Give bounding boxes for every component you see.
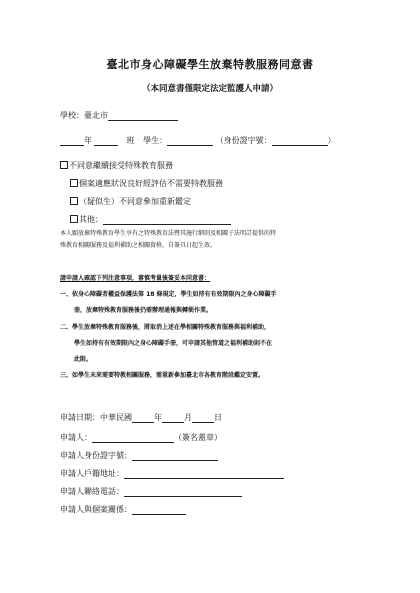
form-title: 臺北市身心障礙學生放棄特教服務同意書	[106, 58, 314, 71]
option-row-4	[70, 214, 231, 225]
applicant-id-field[interactable]	[132, 451, 218, 461]
notice-heading: 請申請人確認下列注意事項，審慎考量後簽妥本同意書：	[60, 275, 211, 282]
applicant-id-label: 申請人身份證字號：	[60, 451, 132, 460]
id-close: ）	[327, 136, 336, 145]
option-4-checkbox[interactable]	[70, 215, 78, 223]
school-field[interactable]	[108, 111, 178, 121]
option-1-label: 不同意繼續接受特殊教育服務	[69, 161, 173, 170]
student-line	[60, 135, 336, 146]
address-label: 申請人戶籍地址：	[60, 469, 124, 478]
applicant-name-field[interactable]	[92, 433, 174, 443]
option-4-label: 其他：	[79, 215, 103, 224]
id-number-field[interactable]	[272, 136, 328, 146]
applicant-label: 申請人：	[60, 433, 92, 442]
relation-line	[60, 504, 186, 515]
sign-day-field[interactable]	[192, 413, 214, 423]
applicant-note: （簽名蓋章）	[174, 433, 222, 442]
address-line	[60, 468, 284, 479]
student-label: 學生：	[143, 136, 168, 145]
option-row-1	[60, 160, 173, 171]
applicant-id-line	[60, 450, 218, 461]
note-3-line-1: 三、如學生未來需要特教相關服務，需重新參加臺北市各教育階段鑑定安置。	[60, 372, 265, 379]
phone-field[interactable]	[124, 487, 242, 497]
sign-year-label: 年	[154, 413, 162, 422]
note-1-line-1: 一、依身心障礙者權益保護法第 18 條規定，學生如持有有效期限內之身心障礙手	[60, 291, 277, 298]
sign-month-field[interactable]	[162, 413, 184, 423]
sign-date-line	[60, 412, 222, 423]
option-row-3	[70, 196, 191, 207]
student-name-field[interactable]	[167, 136, 213, 146]
relation-field[interactable]	[132, 505, 186, 515]
phone-line	[60, 486, 242, 497]
statement-line-1: 本人願放棄特殊教育學生享有之特殊教育法暨其施行細則及相關子法明訂提供的特	[60, 230, 277, 237]
class-field[interactable]	[94, 136, 118, 146]
note-2-line-2: 學生如持有有效期限內之身心障礙手冊，可申請其他管道之福利補助則不在	[74, 340, 273, 347]
option-2-checkbox[interactable]	[70, 179, 78, 187]
sign-date-label: 申請日期：中華民國	[60, 413, 132, 422]
option-3-checkbox[interactable]	[70, 197, 78, 205]
school-label: 學校：臺北市	[60, 111, 108, 120]
grade-year-field[interactable]	[60, 136, 84, 146]
sign-month-label: 月	[184, 413, 192, 422]
phone-label: 申請人聯絡電話：	[60, 487, 124, 496]
year-label: 年	[84, 136, 92, 145]
option-3-label: （疑似生）不同意參加重新鑑定	[79, 197, 191, 206]
class-label: 班	[126, 136, 135, 145]
form-subtitle: （本同意書僅限定法定監護人申請）	[141, 84, 278, 94]
applicant-line	[60, 432, 222, 443]
option-1-checkbox[interactable]	[60, 161, 68, 169]
sign-day-label: 日	[214, 413, 222, 422]
relation-label: 申請人與個案關係：	[60, 505, 132, 514]
address-field[interactable]	[124, 469, 284, 479]
note-2-line-1: 二、學生放棄特殊教育服務後，將取消上述在學相關特殊教育服務與福利補助，	[60, 324, 271, 331]
statement-line-2: 殊教育相關服務及福利補助之相關資格，自簽具日起生效。	[60, 242, 217, 249]
school-line	[60, 110, 178, 121]
note-1-line-2: 冊，放棄特殊教育服務後仍需辦理通報與轉銜作業。	[74, 307, 213, 314]
note-2-line-3: 此限。	[74, 356, 93, 363]
other-reason-field[interactable]	[103, 215, 231, 225]
sign-year-field[interactable]	[132, 413, 154, 423]
option-2-label: 個案適應狀況良好經評估不需要特教服務	[79, 179, 223, 188]
option-row-2	[70, 178, 223, 189]
id-label: （身份證字號：	[215, 136, 272, 145]
